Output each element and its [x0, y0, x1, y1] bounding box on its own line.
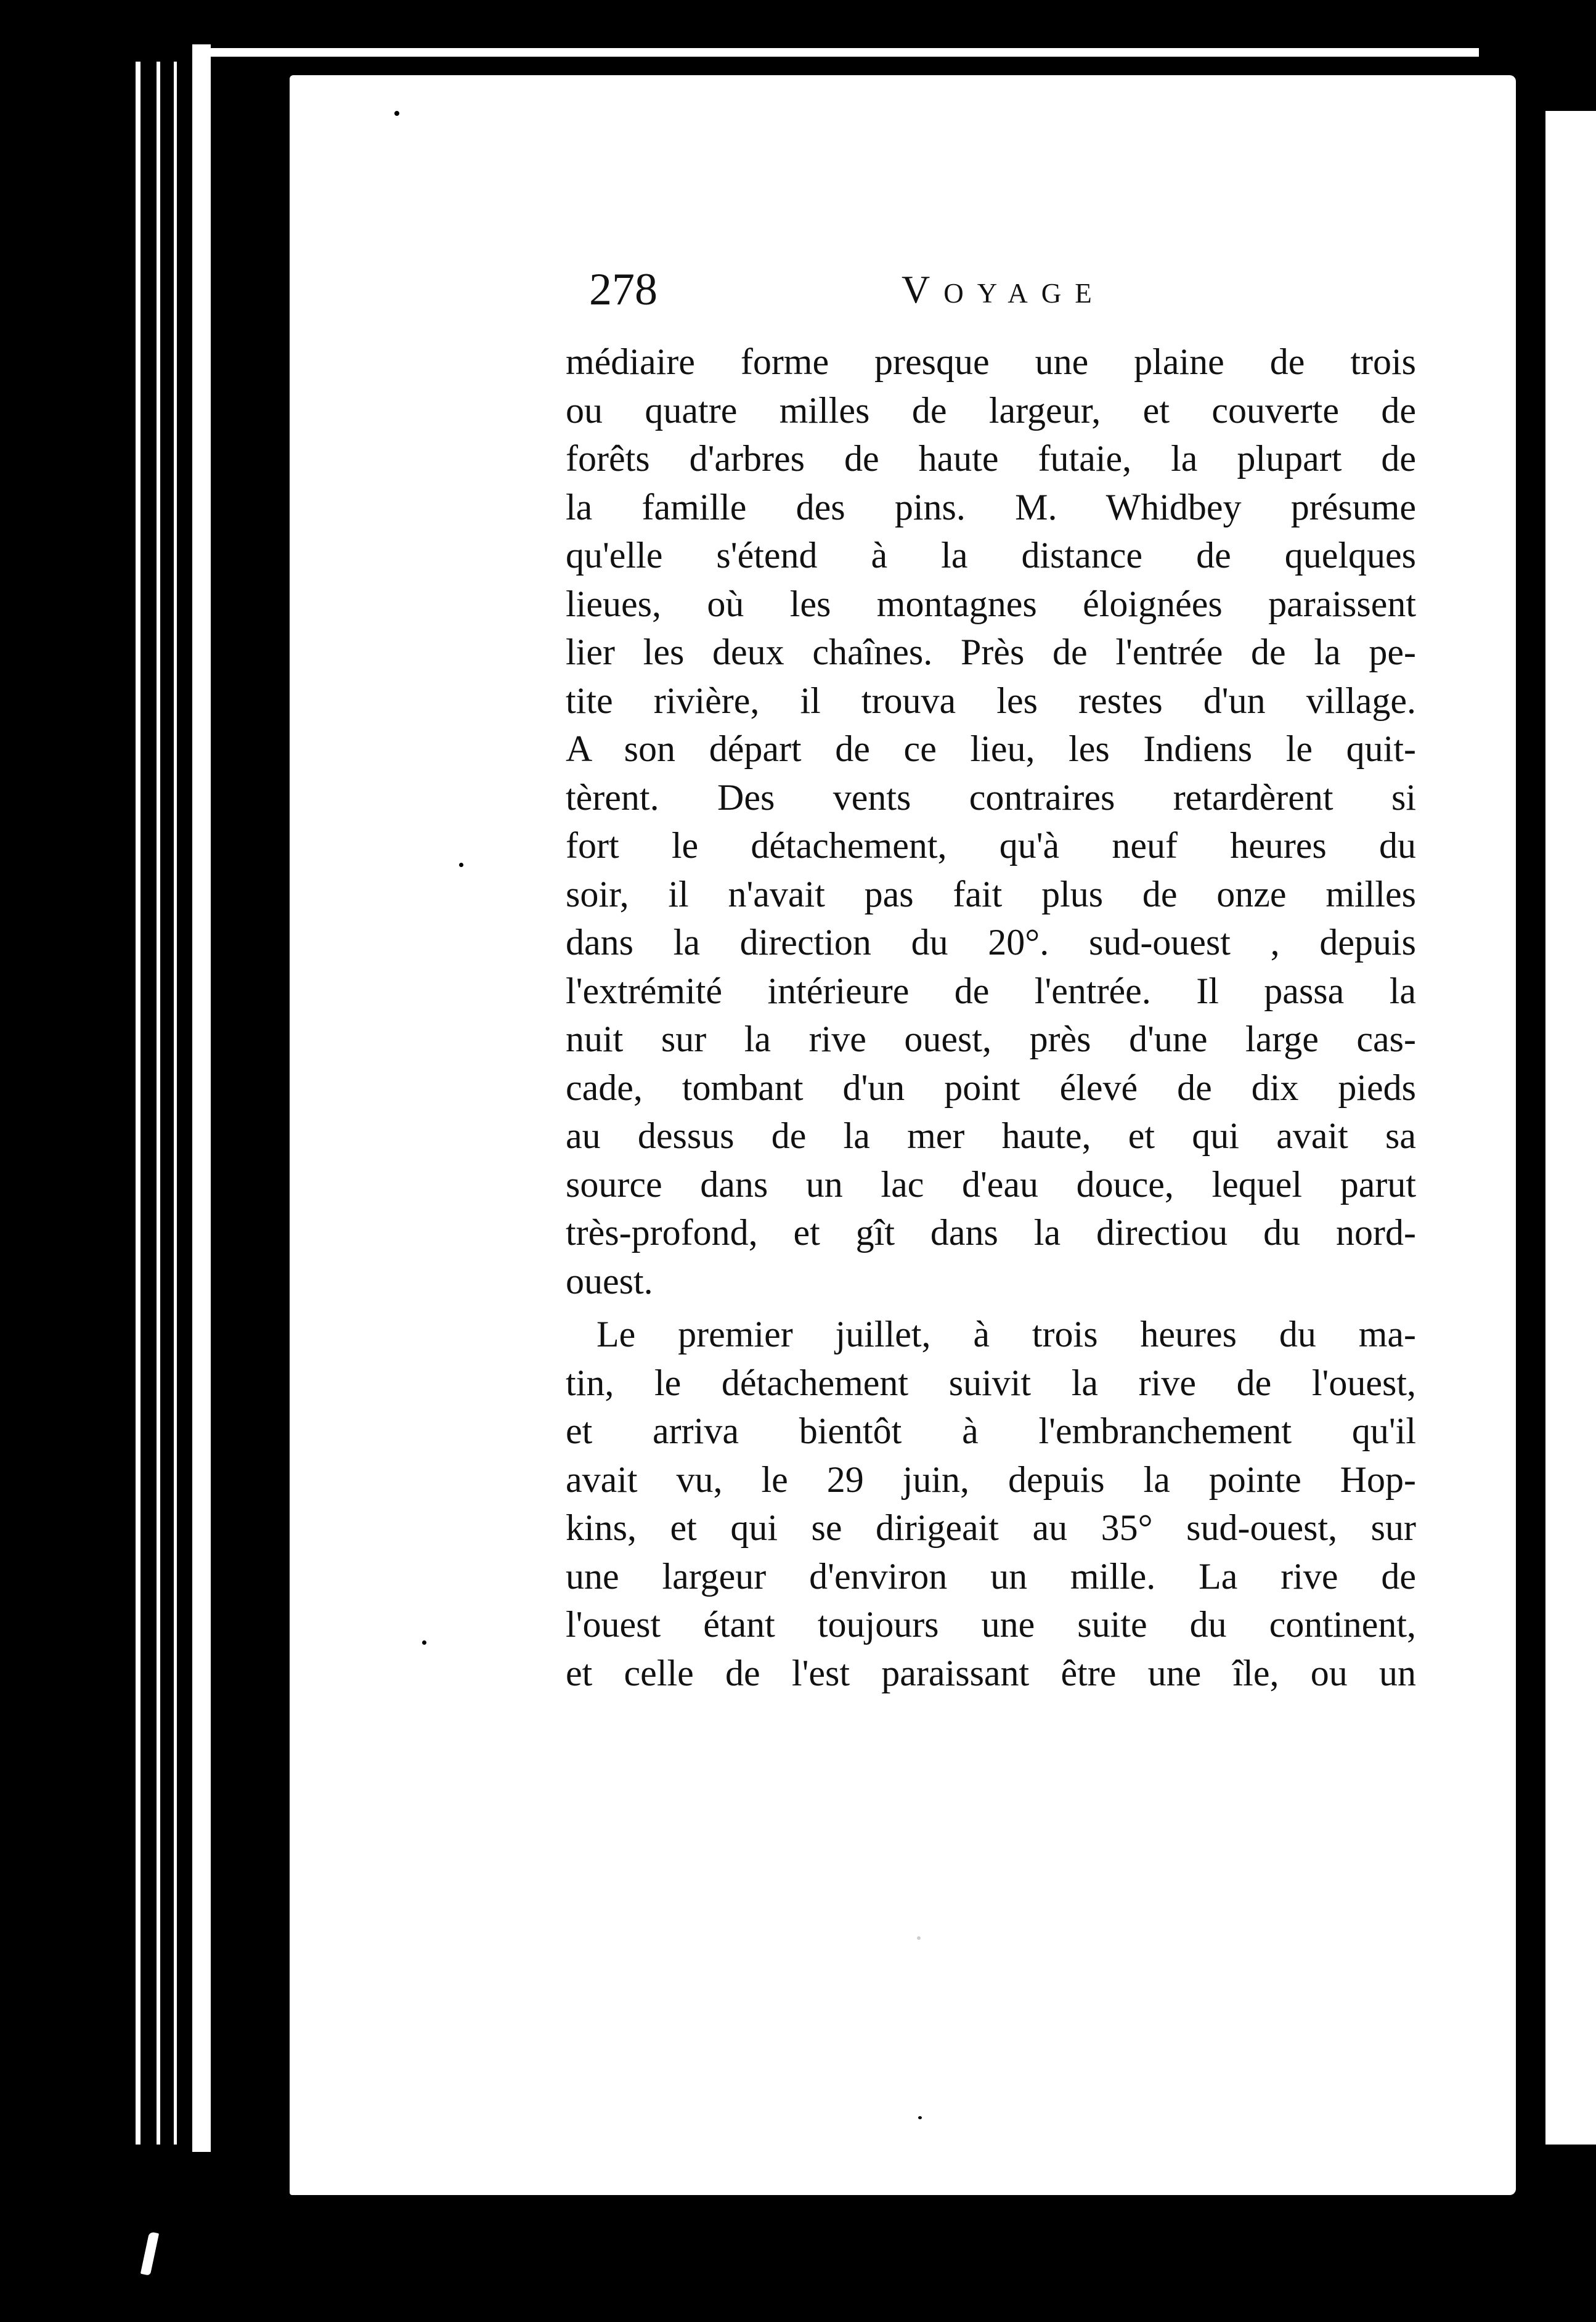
text-line: tite rivière, il trouva les restes d'un village. [566, 680, 1416, 721]
text-line: A son départ de ce lieu, les Indiens le quit- [566, 728, 1416, 769]
text-line: dans la direction du 20°. sud-ouest , depuis [566, 922, 1416, 963]
text-line: nuit sur la rive ouest, près d'une large cas- [566, 1019, 1416, 1059]
scan-artifact-mark [140, 2231, 159, 2276]
text-line: très-profond, et gît dans la directiou du nord- [566, 1212, 1416, 1253]
back-leaf-edge [192, 44, 211, 2152]
text-line: forêts d'arbres de haute futaie, la plupart de [566, 438, 1416, 479]
paragraph [566, 1310, 1416, 1697]
page-edge-stripe [157, 62, 160, 2145]
speck-mark [918, 2116, 922, 2119]
speck-mark [422, 1640, 426, 1645]
page-number: 278 [589, 264, 658, 315]
text-line: une largeur d'environ un mille. La rive de [566, 1555, 1416, 1597]
text-line: l'ouest étant toujours une suite du continent, [566, 1604, 1416, 1645]
text-line: la famille des pins. M. Whidbey présume [566, 486, 1416, 528]
page-edge-stripe [174, 62, 177, 2145]
text-line: soir, il n'avait pas fait plus de onze milles [566, 873, 1416, 915]
text-line: et celle de l'est paraissant être une île, ou un [566, 1652, 1416, 1693]
text-line: lieues, où les montagnes éloignées paraissent [566, 583, 1416, 624]
running-title: Voyage [902, 267, 1105, 311]
text-line: avait vu, le 29 juin, depuis la pointe Hop- [566, 1459, 1416, 1500]
text-line: Le premier juillet, à trois heures du ma- [596, 1314, 1416, 1354]
text-line: tin, le détachement suivit la rive de l'ouest, [566, 1362, 1416, 1403]
facing-page-edge [1545, 111, 1596, 2145]
text-line: source dans un lac d'eau douce, lequel parut [566, 1163, 1416, 1205]
speck-mark [917, 1936, 921, 1940]
text-line: médiaire forme presque une plaine de trois [566, 341, 1416, 382]
text-line: fort le détachement, qu'à neuf heures du [566, 825, 1416, 866]
running-head [566, 265, 1416, 314]
text-line: tèrent. Des vents contraires retardèrent si [566, 776, 1416, 818]
text-line: cade, tombant d'un point élevé de dix pieds [566, 1067, 1416, 1108]
text-line: lier les deux chaînes. Près de l'entrée de la pe- [566, 632, 1416, 672]
text-line: kins, et qui se dirigeait au 35° sud-ouest, sur [566, 1507, 1416, 1548]
speck-mark [459, 863, 463, 867]
text-line: qu'elle s'étend à la distance de quelques [566, 535, 1416, 576]
text-line: l'extrémité intérieure de l'entrée. Il passa la [566, 970, 1416, 1011]
text-line: au dessus de la mer haute, et qui avait sa [566, 1115, 1416, 1156]
page-top-border [203, 48, 1479, 57]
text-line: ouest. [566, 1260, 653, 1302]
text-line: et arriva bientôt à l'embranchement qu'il [566, 1411, 1416, 1451]
page-edge-stripe [136, 62, 140, 2145]
speck-mark [1522, 175, 1525, 181]
text-line: ou quatre milles de largeur, et couverte de [566, 389, 1416, 431]
speck-mark [394, 111, 399, 116]
paragraph [566, 338, 1416, 1305]
page-text [566, 265, 1416, 1697]
